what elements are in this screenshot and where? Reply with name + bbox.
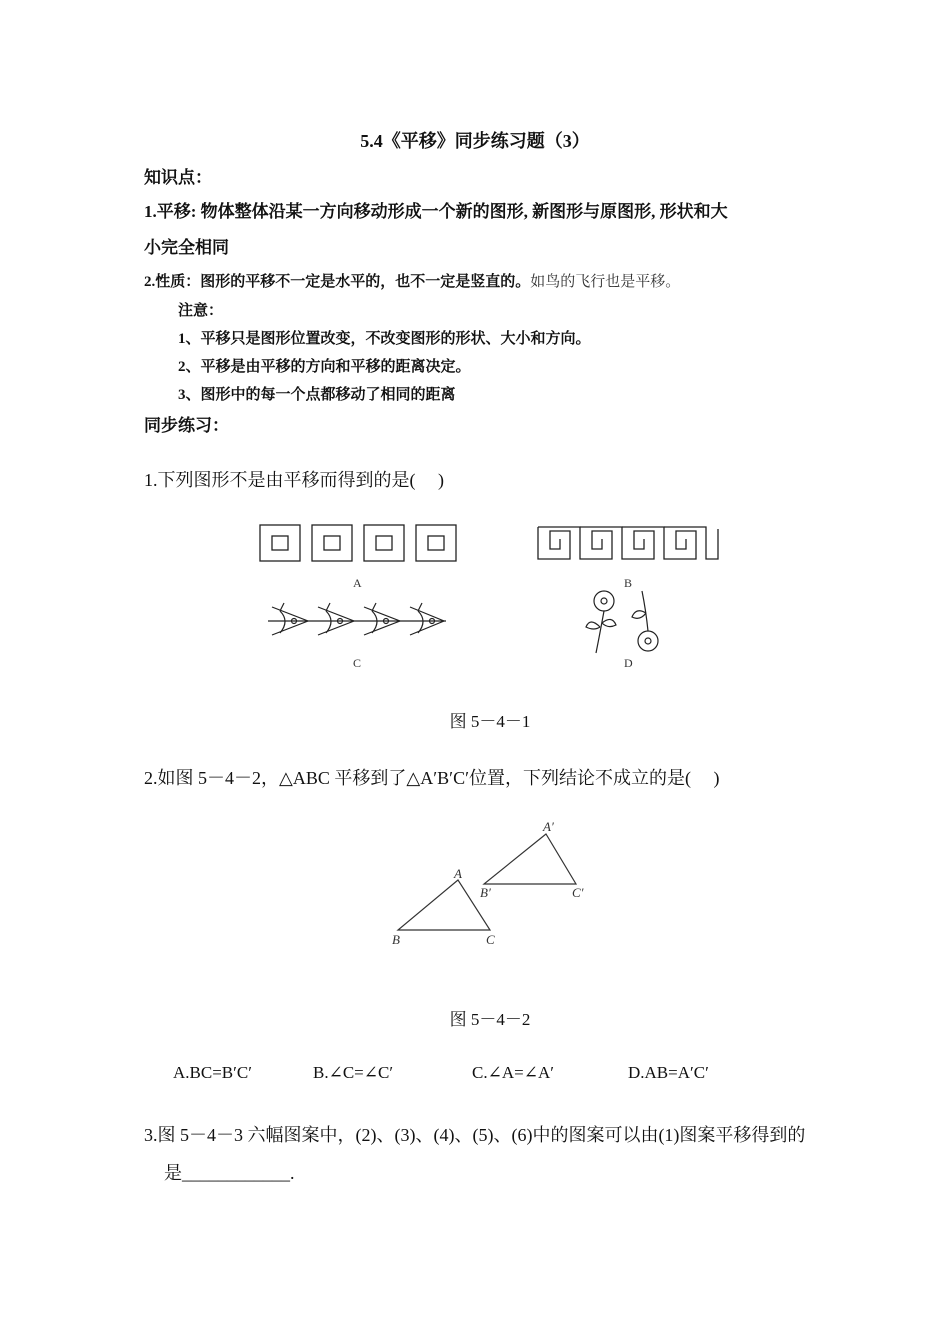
vertex-c-prime: C′: [572, 885, 584, 900]
figure-a-squares: [260, 525, 456, 561]
practice-heading: 同步练习：: [144, 416, 229, 435]
property-bold: 2.性质：图形的平移不一定是水平的，也不一定是竖直的。: [144, 274, 531, 290]
vertex-b: B: [392, 932, 400, 947]
label-c: C: [353, 656, 362, 670]
label-a: A: [353, 576, 362, 590]
figure-5-4-2: [380, 812, 610, 952]
label-d: D: [624, 656, 633, 670]
figure-d-flowers: [586, 591, 658, 653]
question-3-line-1: 3.图 5－4－3 六幅图案中，(2)、(3)、(4)、(5)、(6)中的图案可以由(1)图案平移得到的: [144, 1125, 806, 1145]
option-d: D.AB=A′C′: [628, 1063, 709, 1082]
question-3-line-2: 是____________.: [164, 1163, 295, 1183]
note-heading: 注意：: [178, 303, 224, 319]
option-c: C.∠A=∠A′: [472, 1063, 554, 1082]
note-item: 2、平移是由平移的方向和平移的距离决定。: [178, 359, 471, 375]
page-title: 5.4《平移》同步练习题（3）: [360, 131, 590, 151]
property-plain: 如鸟的飞行也是平移。: [530, 274, 681, 290]
vertex-a: A: [454, 866, 462, 881]
label-b: B: [624, 576, 633, 590]
figure-caption-1: 图 5－4－1: [449, 712, 531, 731]
question-2: 2.如图 5－4－2，△ABC 平移到了△A′B′C′位置，下列结论不成立的是( ): [144, 768, 720, 788]
figure-c-eyes: [268, 603, 446, 635]
figure-caption-2: 图 5－4－2: [449, 1010, 531, 1029]
triangle-a-prime: [484, 834, 576, 884]
vertex-c: C: [486, 932, 495, 947]
definition-line-2: 小完全相同: [144, 238, 229, 257]
knowledge-heading: 知识点：: [144, 168, 212, 187]
option-a: A.BC=B′C′: [173, 1063, 252, 1082]
note-item: 1、平移只是图形位置改变，不改变图形的形状、大小和方向。: [178, 331, 591, 347]
option-b: B.∠C=∠C′: [313, 1063, 394, 1082]
property-line: [144, 270, 680, 291]
question-1: 1.下列图形不是由平移而得到的是( ): [144, 470, 444, 490]
vertex-b-prime: B′: [480, 885, 491, 900]
note-item: 3、图形中的每一个点都移动了相同的距离: [178, 387, 456, 403]
figure-5-4-1: [250, 515, 730, 675]
definition-line-1: 1.平移: 物体整体沿某一方向移动形成一个新的图形, 新图形与原图形, 形状和大: [144, 202, 728, 221]
triangle-abc: [398, 880, 490, 930]
figure-b-meander: [538, 527, 718, 559]
vertex-a-prime: A′: [543, 819, 554, 834]
